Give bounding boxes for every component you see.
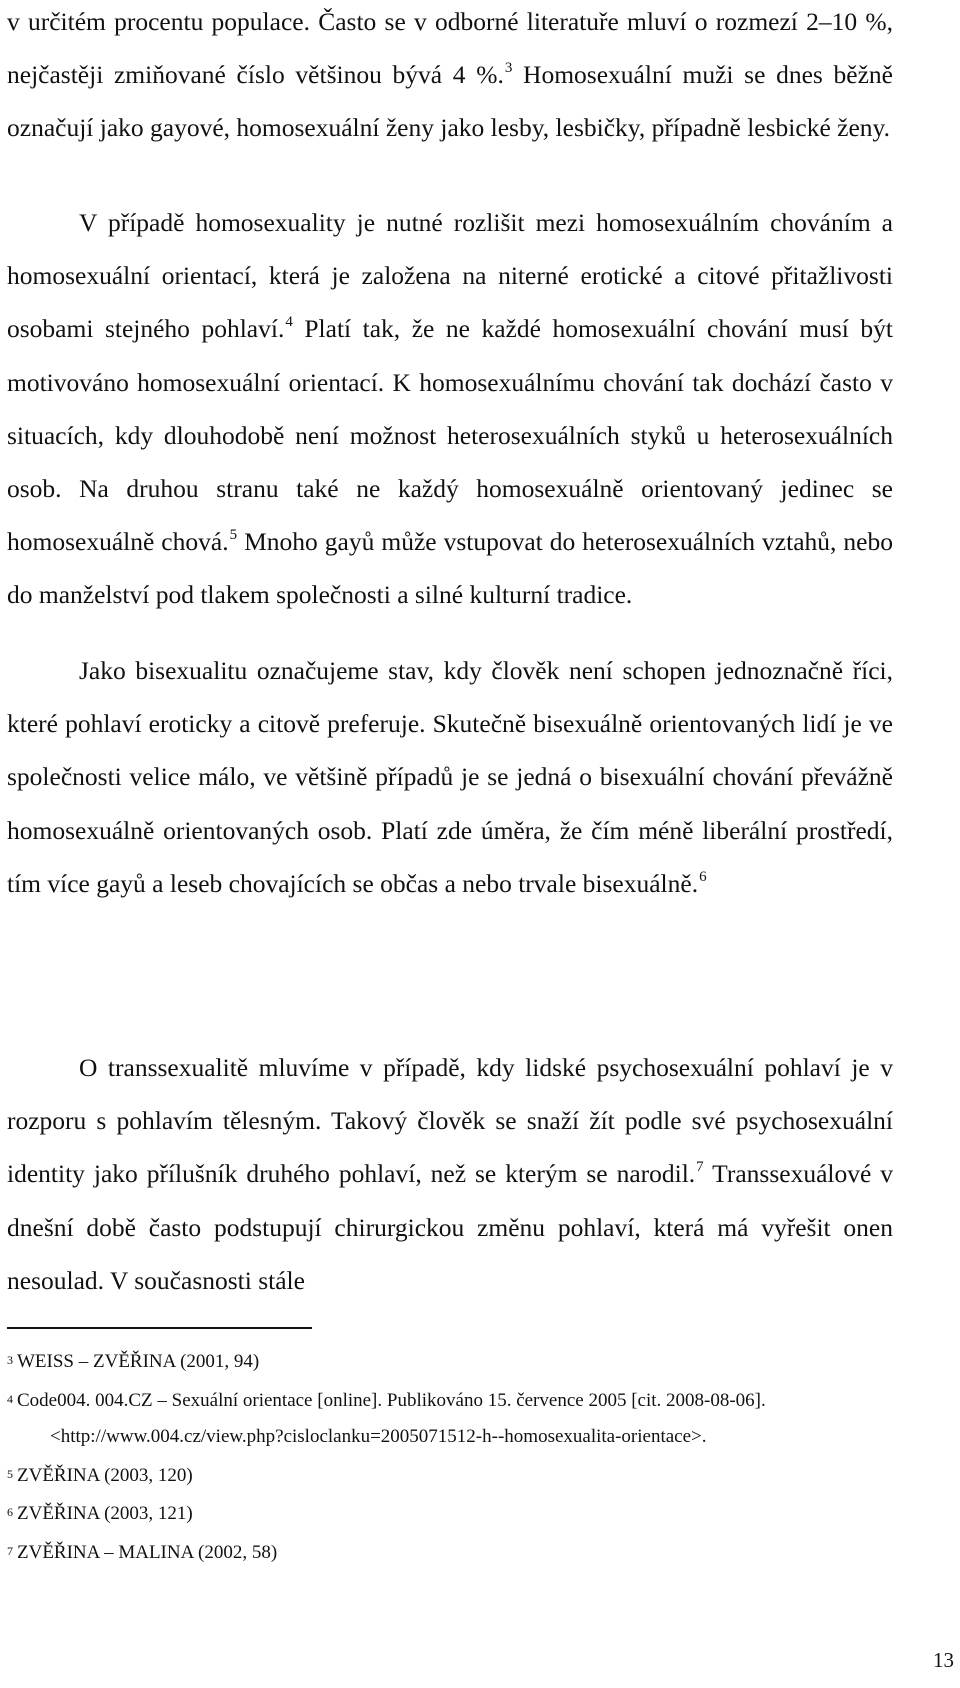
footnote-6 (7, 1494, 887, 1533)
footnote-number: 5 (7, 1466, 13, 1481)
footnote-text: Code004. 004.CZ – Sexuální orientace [online]. Publikováno 15. července 2005 [cit. 2008-08-06]. <http://www.004.cz/view.php?cisloclanku=2005071512-h--homosexualita-orientace>. (17, 1389, 766, 1447)
footnote-number: 3 (7, 1353, 13, 1367)
paragraph-text: O transsexualitě mluvíme v případě, kdy lidské psychosexuální pohlaví je v rozporu s pohlavím tělesným. Takový člověk se snaží žít podle své psychosexuální identity jako přílušník druhého pohlaví, než se kterým se narodil. (7, 1053, 893, 1189)
page-number: 13 (933, 1648, 954, 1672)
footnote-text: ZVĚŘINA – MALINA (2002, 58) (17, 1541, 278, 1563)
footnote-number: 6 (7, 1505, 13, 1519)
footnotes-section (7, 1342, 887, 1571)
footnote-ref-7[interactable]: 7 (696, 1159, 704, 1176)
paragraph-text: Transsexuálové v dnešní době často podstupují chirurgickou změnu pohlaví, která má vyřešit onen nesoulad. V současnosti stále (7, 1159, 893, 1295)
paragraph-text: Platí tak, že ne každé homosexuální chování musí být motivováno homosexuální orientací. K homosexuálnímu chování tak dochází často v situacích, kdy dlouhodobě není možnost heterosexuálních styků u heterosexuálních osob. Na druhou stranu také ne každý homosexuálně orientovaný jedinec se homosexuálně chová. (7, 314, 893, 557)
footnote-ref-6[interactable]: 6 (699, 868, 707, 885)
footnote-4 (7, 1381, 887, 1456)
footnote-text: ZVĚŘINA (2003, 120) (17, 1464, 193, 1486)
footnote-3 (7, 1342, 887, 1381)
paragraph-text: Homosexuální muži se dnes běžně označují jako gayové, homosexuální ženy jako lesby, lesbičky, případně lesbické ženy. (7, 60, 894, 143)
paragraph-text: Jako bisexualitu označujeme stav, kdy člověk není schopen jednoznačně říci, které pohlaví eroticky a citově preferuje. Skutečně bisexuálně orientovaných lidí je ve společnosti velice málo, ve většině případů je se jedná o bisexuální chování převážně homosexuálně orientovaných osob. Platí zde úměra, že čím méně liberální prostředí, tím více gayů a leseb chovajících se občas a nebo trvale bisexuálně. (7, 656, 893, 898)
paragraph-text: V případě homosexuality je nutné rozlišit mezi homosexuálním chováním a homosexuální orientací, která je založena na niterné erotické a citové přitažlivosti osobami stejného pohlaví. (7, 208, 893, 344)
footnote-number: 4 (7, 1391, 13, 1406)
footnote-7 (7, 1533, 887, 1572)
footnote-ref-3[interactable]: 3 (504, 59, 513, 76)
footnote-separator (7, 1327, 312, 1329)
paragraph-text: v určitém procentu populace. Často se v odborné literatuře mluví o rozmezí 2–10 %, nejčastěji zmiňované číslo většinou bývá 4 %. (7, 7, 893, 90)
footnote-text: WEISS – ZVĚŘINA (2001, 94) (17, 1351, 260, 1372)
paragraph-bisexuality (7, 644, 893, 910)
footnote-ref-4[interactable]: 4 (285, 314, 293, 331)
paragraph-text: Mnoho gayů může vstupovat do heterosexuálních vztahů, nebo do manželství pod tlakem společnosti a silné kulturní tradice. (7, 527, 893, 610)
footnote-number: 7 (7, 1543, 13, 1558)
paragraph-transsexuality (7, 1041, 893, 1307)
paragraph-continuation (7, 0, 893, 155)
footnote-text: ZVĚŘINA (2003, 121) (17, 1503, 193, 1524)
footnote-5 (7, 1456, 887, 1495)
footnote-ref-5[interactable]: 5 (229, 526, 238, 543)
paragraph-homosexuality (7, 196, 893, 622)
